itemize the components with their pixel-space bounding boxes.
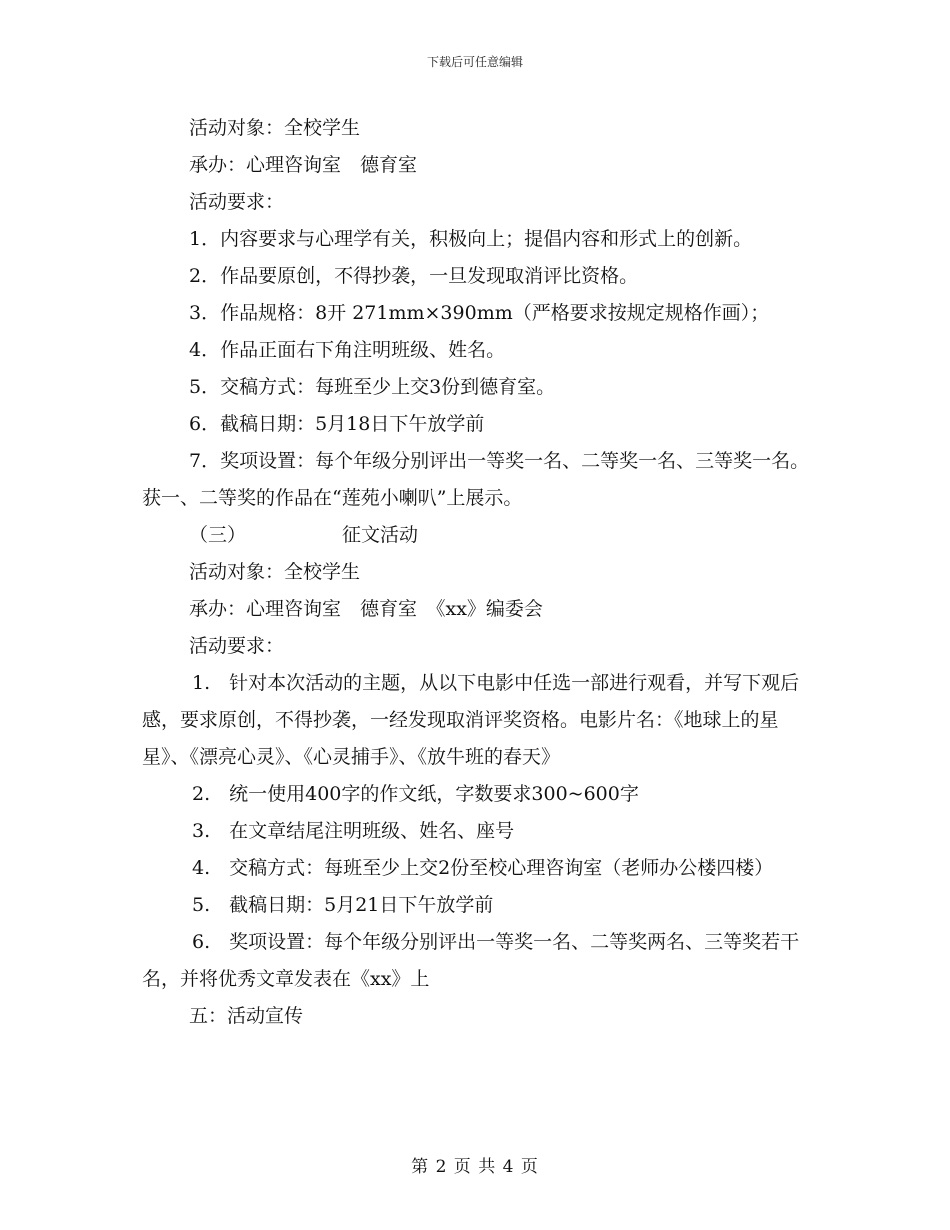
activity-target: 活动对象：全校学生 (189, 561, 361, 583)
requirement-item: 6．截稿日期：5月18日下午放学前 (189, 413, 485, 435)
activity-target: 活动对象：全校学生 (189, 117, 361, 139)
page-footer: 第 2 页 共 4 页 (411, 1157, 539, 1177)
organizer: 承办：心理咨询室 德育室 (189, 154, 418, 176)
section-number: （三） (189, 524, 247, 546)
requirement-item: 2．作品要原创，不得抄袭，一旦发现取消评比资格。 (189, 265, 639, 287)
requirement-item: 3. 在文章结尾注明班级、姓名、座号 (192, 820, 515, 842)
section-heading: 五：活动宣传 (189, 1005, 304, 1027)
organizer: 承办：心理咨询室 德育室 《xx》编委会 (189, 598, 543, 620)
requirement-item: 6. 奖项设置：每个年级分别评出一等奖一名、二等奖两名、三等奖若干名，并将优秀文章发表在《xx》上 (142, 931, 800, 990)
requirement-item: 2. 统一使用400字的作文纸，字数要求300~600字 (192, 783, 639, 805)
requirement-item: 4．作品正面右下角注明班级、姓名。 (189, 339, 506, 361)
document-body (142, 110, 812, 1035)
requirement-item: 3．作品规格：8开 271mm×390mm（严格要求按规定规格作画）； (189, 302, 770, 324)
requirements-label: 活动要求： (189, 191, 285, 213)
requirement-item: 5. 截稿日期：5月21日下午放学前 (192, 894, 494, 916)
section-heading (142, 517, 812, 554)
page-header: 下载后可任意编辑 (426, 55, 523, 69)
requirement-item: 1. 针对本次活动的主题，从以下电影中任选一部进行观看，并写下观后感，要求原创，不得抄袭，一经发现取消评奖资格。电影片名：《地球上的星星》、《漂亮心灵》、《心灵捕手》、《放牛班的春天》 (142, 672, 800, 768)
requirement-item: 1．内容要求与心理学有关，积极向上；提倡内容和形式上的创新。 (189, 228, 753, 250)
requirement-item: 5．交稿方式：每班至少上交3份到德育室。 (189, 376, 556, 398)
requirements-label: 活动要求： (189, 635, 285, 657)
section-title: 征文活动 (342, 524, 419, 546)
requirement-item: 4. 交稿方式：每班至少上交2份至校心理咨询室（老师办公楼四楼） (192, 857, 774, 879)
requirement-item: 7．奖项设置：每个年级分别评出一等奖一名、二等奖一名、三等奖一名。获一、二等奖的作品在“莲苑小喇叭”上展示。 (142, 450, 810, 509)
